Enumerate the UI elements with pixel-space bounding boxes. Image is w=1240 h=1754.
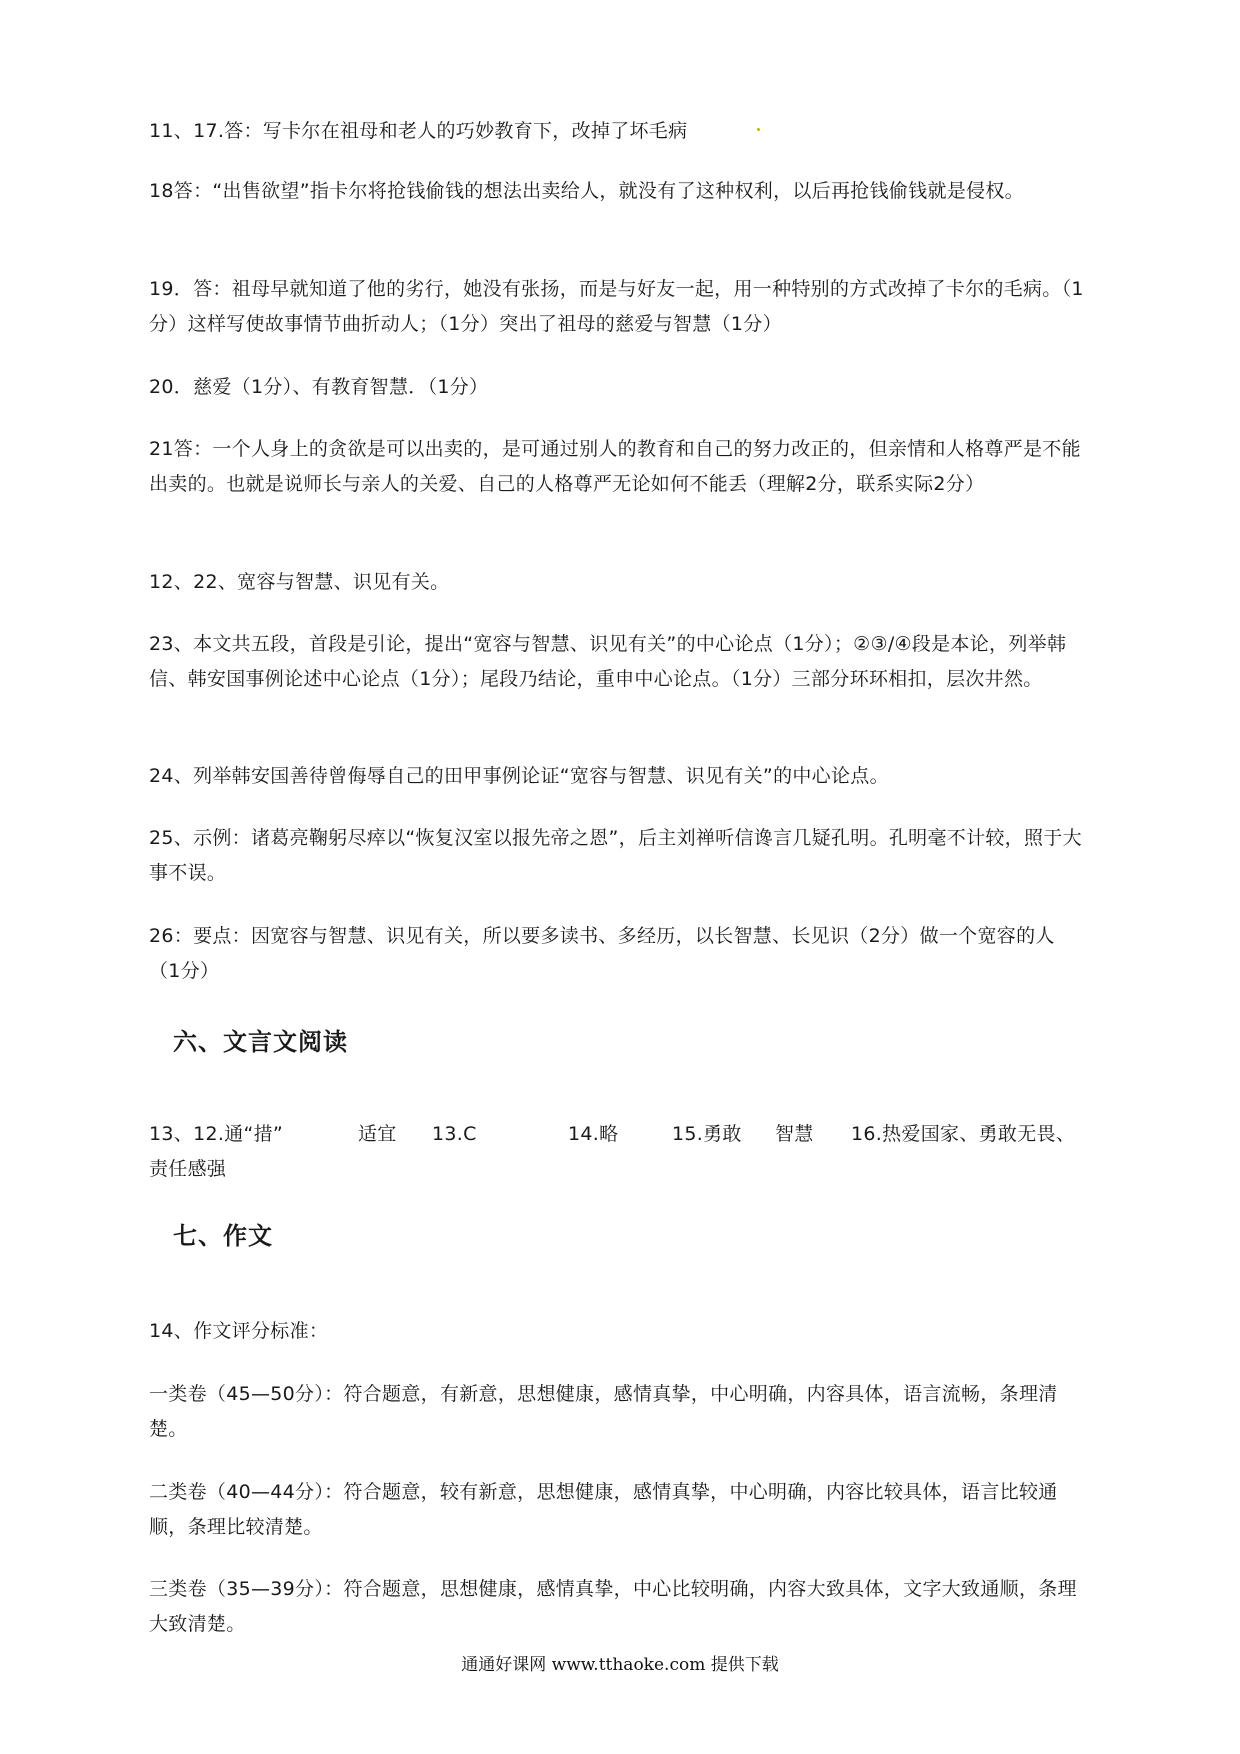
answer-24: 24、列举韩安国善待曾侮辱自己的田甲事例论证“宽容与智慧、识见有关”的中心论点。: [149, 765, 889, 787]
answer-26: 26：要点：因宽容与智慧、识见有关，所以要多读书、多经历，以长智慧、长见识（2分）做一个宽容的人（1分）: [149, 925, 1055, 982]
criteria-level-1: 一类卷（45—50分）：符合题意，有新意，思想健康，感情真挚，中心明确，内容具体，语言流畅，条理清楚。: [149, 1383, 1058, 1440]
section-heading-composition: 七、作文: [173, 1222, 273, 1250]
answer-18: 18答：“出售欲望”指卡尔将抢钱偷钱的想法出卖给人，就没有了这种权利，以后再抢钱偷钱就是侵权。: [149, 180, 1024, 202]
answer-item: 适宜: [358, 1123, 397, 1145]
answer-item: 智慧: [775, 1123, 814, 1145]
answer-23: 23、本文共五段，首段是引论，提出“宽容与智慧、识见有关”的中心论点（1分）；②③/④段是本论，列举韩信、韩安国事例论述中心论点（1分）；尾段乃结论，重申中心论点。（1分）三部分环环相扣，层次井然。: [149, 633, 1067, 690]
answer-item: 14.略: [568, 1123, 619, 1145]
section6-answer-continuation: 责任感强: [149, 1158, 227, 1180]
stray-mark: [757, 128, 760, 131]
answer-12-22: 12、22、宽容与智慧、识见有关。: [149, 571, 450, 593]
answer-11-17: 11、17.答：写卡尔在祖母和老人的巧妙教育下，改掉了坏毛病: [149, 120, 688, 142]
answer-19: 19．答：祖母早就知道了他的劣行，她没有张扬，而是与好友一起，用一种特别的方式改掉了卡尔的毛病。（1分）这样写使故事情节曲折动人；（1分）突出了祖母的慈爱与智慧（1分）: [149, 278, 1084, 335]
answer-item: 15.勇敢: [672, 1123, 742, 1145]
answer-25: 25、示例：诸葛亮鞠躬尽瘁以“恢复汉室以报先帝之恩”，后主刘禅听信谗言几疑孔明。孔明毫不计较，照于大事不误。: [149, 827, 1082, 884]
section6-answer-row: [149, 1117, 1084, 1152]
answer-20: 20．慈爱（1分）、有教育智慧．（1分）: [149, 376, 489, 398]
criteria-title: 14、作文评分标准：: [149, 1320, 329, 1342]
answer-item: 16.热爱国家、勇敢无畏、: [851, 1123, 1076, 1145]
answer-21: 21答：一个人身上的贪欲是可以出卖的，是可通过别人的教育和自己的努力改正的，但亲情和人格尊严是不能出卖的。也就是说师长与亲人的关爱、自己的人格尊严无论如何不能丢（理解2分，联系实际2分）: [149, 438, 1081, 495]
section-heading-classical-reading: 六、文言文阅读: [173, 1028, 348, 1056]
answer-item: 13、12.通“措”: [149, 1123, 284, 1145]
criteria-level-3: 三类卷（35—39分）：符合题意，思想健康，感情真挚，中心比较明确，内容大致具体，文字大致通顺，条理大致清楚。: [149, 1578, 1077, 1635]
answer-item: 13.C: [432, 1123, 477, 1145]
page-footer: 通通好课网 www.tthaoke.com 提供下载: [461, 1655, 779, 1675]
criteria-level-2: 二类卷（40—44分）：符合题意，较有新意，思想健康，感情真挚，中心明确，内容比较具体，语言比较通顺，条理比较清楚。: [149, 1481, 1058, 1538]
